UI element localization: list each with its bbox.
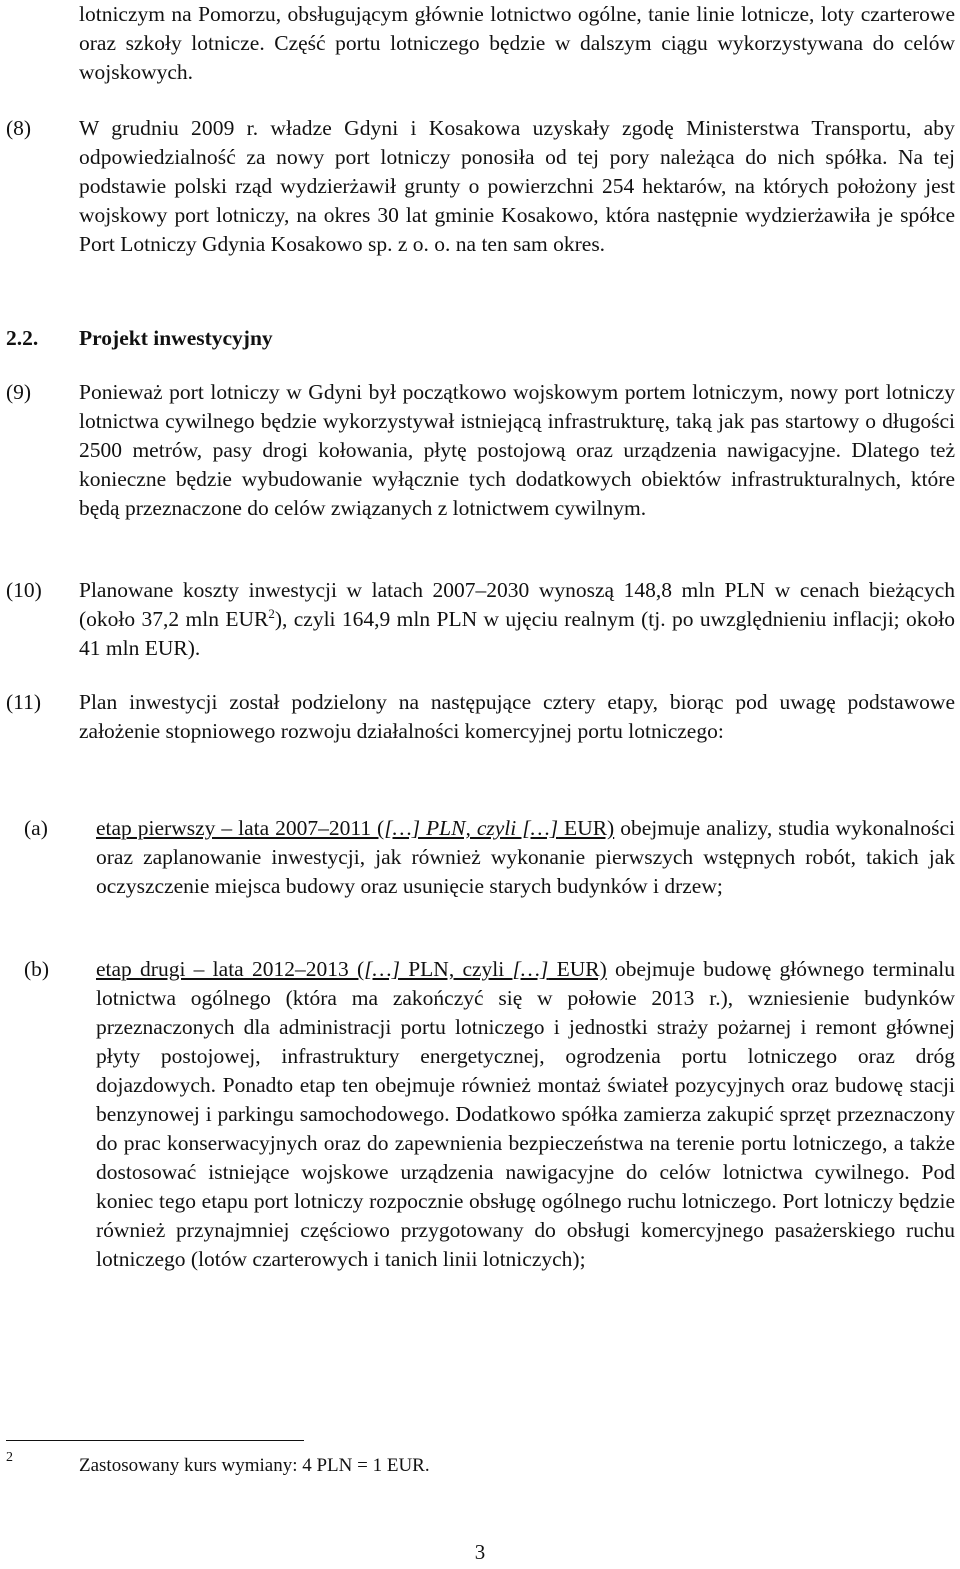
section-number: 2.2.: [6, 326, 39, 350]
footnote-reference[interactable]: 2: [268, 605, 275, 621]
list-label: (b): [24, 957, 50, 981]
paragraph-10: Planowane koszty inwestycji w latach 2007–2030 wynoszą 148,8 mln PLN w cenach bieżących (około 37,2 mln EUR$^2$), czyli 164,9 mln PLN w ujęciu realnym (tj. po uwzględnieniu inflacji; około 41 mln EUR).: [79, 578, 955, 660]
section-heading: Projekt inwestycyjny: [79, 326, 273, 350]
list-label: (a): [24, 816, 48, 840]
list-item-a: etap pierwszy – lata 2007–2011 ([…] PLN, czyli […] EUR) obejmuje analizy, studia wykonalności oraz zaplanowanie inwestycji, jak również wykonanie pierwszych wstępnych robót, takich jak oczyszczenie miejsca budowy oraz usunięcie starych budynków i drzew;: [96, 816, 955, 898]
continuation-paragraph: lotniczym na Pomorzu, obsługującym głównie lotnictwo ogólne, tanie linie lotnicze, loty czarterowe oraz szkoły lotnicze. Część portu lotniczego będzie w dalszym ciągu wykorzystywana do celów wojskowych.: [79, 2, 955, 84]
paragraph-number: (11): [6, 690, 42, 714]
list-item-b: etap drugi – lata 2012–2013 ([…] PLN, czyli […] EUR) obejmuje budowę głównego terminalu lotnictwa ogólnego (która ma zakończyć się w połowie 2013 r.), wzniesienie budynków przeznaczonych dla administracji portu lotniczego i jednostki straży pożarnej i remont głównej płyty postojowej, infrastruktury energetycznej, ogrodzenia portu lotniczego oraz dróg dojazdowych. Ponadto etap ten obejmuje również montaż świateł pozycyjnych oraz budowę stacji benzynowej i parkingu samochodowego. Dodatkowo spółka zamierza zakupić sprzęt przeznaczony do prac konserwacyjnych oraz do zapewnienia bezpieczeństwa na terenie portu lotniczego, a także dostosować istniejące wojskowe urządzenia nawigacyjne do celów lotnictwa cywilnego. Pod koniec tego etapu port lotniczy rozpocznie obsługę ogólnego ruchu lotniczego. Port lotniczy będzie również przynajmniej częściowo przygotowany do obsługi komercyjnego pasażerskiego ruchu lotniczego (lotów czarterowych i tanich linii lotniczych);: [96, 957, 955, 1271]
paragraph-number: (9): [6, 380, 32, 404]
paragraph-number: (10): [6, 578, 42, 602]
footnote-text: Zastosowany kurs wymiany: 4 PLN = 1 EUR.: [79, 1455, 430, 1476]
paragraph-9: Ponieważ port lotniczy w Gdyni był początkowo wojskowym portem lotniczym, nowy port lotniczy lotnictwa cywilnego będzie wykorzystywał istniejącą infrastrukturę, taką jak pas startowy o długości 2500 metrów, pasy drogi kołowania, płytę postojową oraz urządzenia nawigacyjne. Dlatego też konieczne będzie wybudowanie wyłącznie tych dodatkowych obiektów infrastrukturalnych, które będą przeznaczone do celów związanych z lotnictwem cywilnym.: [79, 380, 955, 520]
paragraph-number: (8): [6, 116, 32, 140]
paragraph-8: W grudniu 2009 r. władze Gdyni i Kosakowa uzyskały zgodę Ministerstwa Transportu, aby odpowiedzialność za nowy port lotniczy ponosiła od tej pory należąca do nich spółka. Na tej podstawie polski rząd wydzierżawił grunty o powierzchni 254 hektarów, na których położony jest wojskowy port lotniczy, na okres 30 lat gminie Kosakowo, która następnie wydzierżawiła je spółce Port Lotniczy Gdynia Kosakowo sp. z o. o. na ten sam okres.: [79, 116, 955, 256]
footnote-number: 2: [6, 1450, 13, 1465]
page-number: 3: [474, 1540, 486, 1564]
footnote-separator: [6, 1440, 304, 1441]
paragraph-11: Plan inwestycji został podzielony na następujące cztery etapy, biorąc pod uwagę podstawowe założenie stopniowego rozwoju działalności komercyjnej portu lotniczego:: [79, 690, 955, 743]
